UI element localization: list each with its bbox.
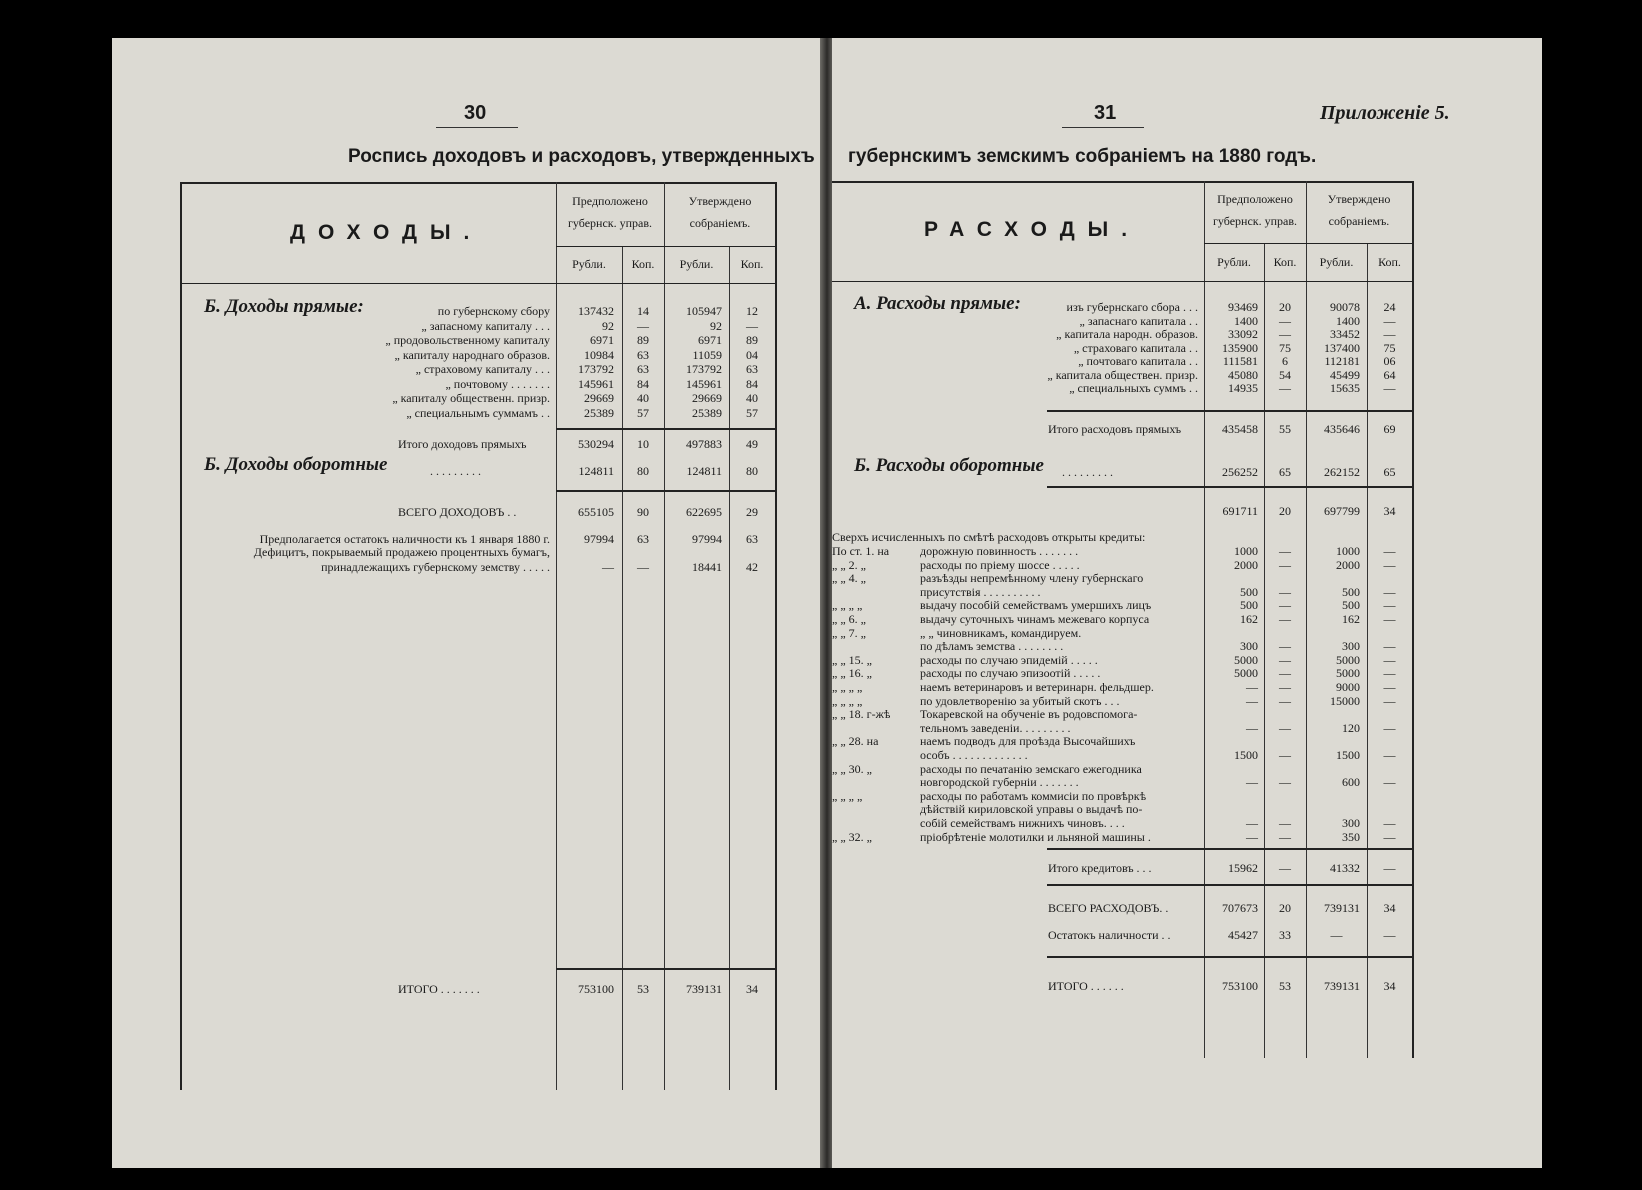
- direct-income-r2: 11059: [692, 347, 722, 362]
- credit-k1: —: [1279, 666, 1291, 681]
- approved-header-line: Утверждено: [688, 194, 752, 208]
- grand-total-label-right: ИТОГО . . . . . .: [1048, 979, 1124, 993]
- credit-k2: —: [1383, 612, 1396, 626]
- direct-expense-label: „ запаснаго капитала . .: [1079, 313, 1198, 328]
- direct-expense-k2: —: [1383, 381, 1396, 395]
- credit-r1: 5000: [1234, 666, 1258, 681]
- direct-expense-r2: 45499: [1330, 367, 1360, 382]
- kop-header: Коп.: [1273, 255, 1297, 269]
- credit-label: тельномъ заведеніи. . . . . . . . .: [920, 720, 1071, 735]
- direct-expense-r1: 1400: [1234, 313, 1258, 328]
- credit-k1: —: [1279, 598, 1291, 613]
- credits-intro: Сверхъ исчисленныхъ по смѣтѣ расходовъ открыты кредиты:: [832, 530, 1146, 544]
- credit-article: „ „ „ „: [832, 788, 863, 803]
- note-text: Дефицитъ, покрываемый продажею процентныхъ бумагъ,: [253, 545, 550, 559]
- credit-k2: —: [1383, 639, 1396, 654]
- header-bottom-border: [832, 281, 1414, 282]
- direct-income-k2: 40: [746, 391, 758, 405]
- left-page: [112, 38, 822, 1168]
- approved-header: [1306, 188, 1412, 232]
- expense-heading: РАСХОДЫ.: [924, 218, 1141, 241]
- credit-k2: —: [1383, 584, 1396, 599]
- credit-k2: —: [1383, 666, 1396, 681]
- credit-k1: —: [1279, 720, 1291, 735]
- proposed-header-line: губернск. управ.: [567, 216, 653, 230]
- direct-expense-k1: —: [1279, 313, 1291, 328]
- direct-income-r1: 6971: [590, 333, 614, 347]
- credit-k1: —: [1279, 680, 1291, 694]
- direct-income-r1: 92: [602, 318, 614, 333]
- credit-r1: 5000: [1234, 652, 1258, 667]
- note-r2: 97994: [692, 532, 722, 546]
- direct-expense-r1: 135900: [1222, 340, 1258, 355]
- rule: [556, 428, 776, 430]
- credit-k1: —: [1279, 775, 1291, 790]
- direct-expense-r2: 33452: [1330, 327, 1360, 341]
- grand-total-r2-left: 739131: [686, 982, 722, 996]
- direct-income-k2: 57: [746, 405, 758, 420]
- rule: [1047, 956, 1414, 958]
- right-page: [832, 38, 1542, 1168]
- direct-income-k1: 40: [637, 391, 649, 405]
- grand-total-k2-right: 34: [1383, 979, 1396, 993]
- credit-r1: —: [1246, 680, 1258, 694]
- credit-label: расходы по печатанію земскаго ежегодника: [920, 761, 1142, 776]
- grand-total-k1-right: 53: [1279, 979, 1291, 993]
- direct-expense-r2: 1400: [1336, 313, 1360, 328]
- note-k2: 63: [746, 532, 758, 546]
- direct-expense-label: „ капитала народн. образов.: [1056, 327, 1198, 341]
- credit-article: „ „ „ „: [832, 598, 863, 613]
- direct-expense-k1: 6: [1282, 354, 1288, 368]
- credit-label: выдачу суточныхъ чинамъ межеваго корпуса: [920, 612, 1150, 626]
- rub-header: Рубли.: [572, 257, 606, 271]
- turnover-r1: 124811: [578, 464, 614, 478]
- credit-label: Токаревской на обученіе въ родовспомога-: [920, 707, 1138, 722]
- credit-r1: 500: [1240, 598, 1258, 613]
- direct-income-r1: 173792: [578, 362, 614, 376]
- credit-label: дорожную повинность . . . . . . .: [920, 544, 1079, 558]
- itogo-direct-exp-k2: 69: [1383, 422, 1396, 436]
- direct-expense-label: „ страховаго капитала . .: [1073, 340, 1198, 355]
- credit-r2: 350: [1342, 829, 1360, 844]
- credit-k1: —: [1279, 544, 1291, 558]
- direct-income-r2: 145961: [686, 376, 722, 391]
- page-title-left: Роспись доходовъ и расходовъ, утвержденныхъ: [348, 146, 815, 167]
- direct-expense-r1: 14935: [1228, 381, 1258, 395]
- rub-header: Рубли.: [1319, 255, 1354, 269]
- credit-label: дѣйствій кириловской управы о выдачѣ по-: [920, 802, 1143, 817]
- direct-income-label: „ специальнымъ суммамъ . .: [406, 405, 550, 420]
- appendix-label: Приложеніе 5.: [1320, 102, 1450, 124]
- section-direct-income: Б. Доходы прямые:: [204, 296, 364, 317]
- direct-expense-k2: 64: [1383, 367, 1396, 382]
- credit-label: выдачу пособій семействамъ умершихъ лицъ: [920, 598, 1152, 613]
- credit-article: „ „ 28. на: [832, 734, 879, 749]
- rule: [556, 968, 776, 970]
- direct-income-r1: 137432: [578, 304, 614, 318]
- direct-expense-r2: 15635: [1330, 381, 1360, 395]
- credit-k2: —: [1383, 816, 1396, 830]
- credit-article: „ „ 6. „: [832, 612, 866, 626]
- direct-income-k1: 57: [637, 405, 649, 420]
- itogo-direct-exp-r1: 435458: [1222, 422, 1258, 436]
- credit-r1: —: [1246, 816, 1258, 830]
- note-k1: —: [637, 560, 649, 574]
- header-divider: [556, 246, 776, 247]
- approved-header: [664, 190, 776, 234]
- direct-expense-k2: —: [1383, 327, 1396, 341]
- total-income-r2: 622695: [686, 505, 722, 519]
- rule: [1047, 486, 1414, 488]
- credit-k2: —: [1383, 748, 1396, 762]
- table-top-border: [180, 182, 776, 184]
- direct-expense-label: „ капитала обществен. призр.: [1047, 367, 1198, 382]
- section-turnover-expense: Б. Расходы оборотные: [854, 455, 1044, 476]
- credit-k2: —: [1383, 693, 1396, 708]
- credit-r1: —: [1246, 829, 1258, 844]
- page-number-right: 31: [1094, 102, 1117, 124]
- direct-income-k1: 14: [637, 304, 649, 318]
- direct-income-k2: —: [746, 318, 758, 333]
- grand-total-k2-left: 34: [746, 982, 758, 996]
- credit-article: „ „ „ „: [832, 693, 863, 708]
- proposed-header: [556, 190, 664, 234]
- remainder-r1: 45427: [1228, 928, 1258, 942]
- turnover-dots: . . . . . . . . .: [430, 464, 481, 478]
- note-text: Предполагается остатокъ наличности къ 1 января 1880 г.: [259, 532, 550, 546]
- direct-expense-r2: 137400: [1324, 340, 1360, 355]
- turnover-k2: 80: [746, 464, 758, 478]
- direct-income-label: „ капиталу общественн. призр.: [392, 391, 550, 405]
- credit-label: расходы по случаю эпизоотій . . . . .: [920, 666, 1101, 681]
- credit-label: пріобрѣтеніе молотилки и льняной машины .: [920, 829, 1151, 844]
- itogo-direct-r1: 530294: [578, 437, 614, 451]
- credit-r2: 300: [1342, 816, 1360, 830]
- credit-article: „ „ „ „: [832, 680, 863, 694]
- total-expense-r1: 707673: [1222, 901, 1258, 915]
- rule: [1047, 410, 1414, 412]
- direct-expense-r2: 90078: [1330, 300, 1360, 314]
- credit-k2: —: [1383, 775, 1396, 790]
- rub-header: Рубли.: [679, 257, 714, 271]
- credit-article: „ „ 15. „: [832, 652, 872, 667]
- direct-expense-r1: 45080: [1228, 367, 1258, 382]
- note-r1: 97994: [584, 532, 614, 546]
- direct-income-label: „ продовольственному капиталу: [385, 333, 550, 347]
- credit-r2: 500: [1342, 584, 1360, 599]
- proposed-header-line: губернск. управ.: [1212, 214, 1298, 228]
- proposed-header: [1204, 188, 1306, 232]
- direct-expense-k1: —: [1279, 381, 1291, 395]
- direct-expense-r1: 111581: [1222, 354, 1258, 368]
- header-divider: [1204, 243, 1414, 244]
- credit-label: расходы по случаю эпидемій . . . . .: [920, 652, 1098, 667]
- direct-expense-r1: 33092: [1228, 327, 1258, 341]
- direct-expense-k1: 20: [1279, 300, 1291, 314]
- credit-k1: —: [1279, 652, 1291, 667]
- approved-header-line: собраніемъ.: [689, 216, 751, 230]
- itogo-credits-r2: 41332: [1330, 861, 1360, 875]
- direct-expense-r2: 112181: [1324, 354, 1360, 368]
- direct-income-label: по губернскому сбору: [437, 304, 550, 318]
- itogo-credits-k2: —: [1383, 861, 1396, 875]
- direct-income-r2: 105947: [686, 304, 722, 318]
- credit-label: „ „ чиновникамъ, командируем.: [920, 625, 1082, 640]
- turnover-exp-r1: 256252: [1222, 465, 1258, 479]
- direct-income-k1: 63: [637, 362, 649, 376]
- page-number-underline: [436, 127, 518, 128]
- credit-article: „ „ 7. „: [832, 625, 866, 640]
- credit-k1: —: [1279, 639, 1291, 654]
- kop-header: Коп.: [740, 257, 764, 271]
- header-bottom-border: [180, 283, 776, 284]
- proposed-header-line: Предположено: [572, 194, 648, 208]
- credit-k2: —: [1383, 652, 1396, 667]
- direct-income-k1: 84: [637, 376, 649, 391]
- credit-label: по удовлетворенію за убитый скотъ . . .: [920, 693, 1120, 708]
- approved-header-line: собраніемъ.: [1328, 214, 1390, 228]
- direct-income-r1: 10984: [584, 347, 614, 362]
- credit-r2: 300: [1342, 639, 1360, 654]
- table-right-border: [1412, 181, 1414, 1058]
- credit-label: наемъ ветеринаровъ и ветеринарн. фельдшер.: [920, 680, 1154, 694]
- itogo-credits-k1: —: [1279, 861, 1291, 875]
- credit-article: „ „ 16. „: [832, 666, 872, 681]
- credit-r1: 2000: [1234, 557, 1258, 572]
- direct-income-r2: 92: [710, 318, 722, 333]
- proposed-header-line: Предположено: [1217, 192, 1293, 206]
- total-income-label: ВСЕГО ДОХОДОВЪ . .: [398, 505, 517, 519]
- direct-income-k2: 63: [746, 362, 758, 376]
- credit-k2: —: [1383, 680, 1396, 694]
- credit-r1: 500: [1240, 584, 1258, 599]
- note-k2: 42: [746, 560, 758, 574]
- credit-k1: —: [1279, 829, 1291, 844]
- remainder-label: Остатокъ наличности . .: [1048, 928, 1171, 942]
- credit-r1: —: [1246, 720, 1258, 735]
- credit-label: особъ . . . . . . . . . . . . .: [920, 748, 1028, 762]
- credit-r2: 120: [1342, 720, 1360, 735]
- itogo-credits-r1: 15962: [1228, 861, 1258, 875]
- direct-income-r2: 173792: [686, 362, 722, 376]
- itogo-direct-label: Итого доходовъ прямыхъ: [398, 437, 527, 451]
- itogo-direct-k2: 49: [746, 437, 758, 451]
- credit-label: присутствія . . . . . . . . . .: [920, 584, 1041, 599]
- direct-income-k1: —: [637, 318, 649, 333]
- credit-article: По ст. 1. на: [832, 544, 890, 558]
- credit-k2: —: [1383, 544, 1396, 558]
- credit-k2: —: [1383, 720, 1396, 735]
- direct-expense-k2: —: [1383, 313, 1396, 328]
- page-number-underline: [1062, 127, 1144, 128]
- credit-k1: —: [1279, 748, 1291, 762]
- credit-article: „ „ 4. „: [832, 571, 866, 586]
- note-r2: 18441: [692, 560, 722, 574]
- direct-expense-k2: 24: [1383, 300, 1396, 314]
- direct-expense-label: „ почтоваго капитала . .: [1078, 354, 1198, 368]
- subtotal-k1: 20: [1279, 504, 1291, 518]
- section-direct-expense: А. Расходы прямые:: [854, 293, 1021, 314]
- credit-r2: 15000: [1330, 693, 1360, 708]
- credit-label: собій семействамъ нижнихъ чиновъ. . . .: [920, 816, 1125, 830]
- credit-r1: —: [1246, 775, 1258, 790]
- note-r1: —: [602, 560, 614, 574]
- direct-expense-k2: 75: [1383, 340, 1396, 355]
- note-text: принадлежащихъ губернскому земству . . . . .: [321, 560, 550, 574]
- direct-income-r1: 25389: [584, 405, 614, 420]
- direct-income-k2: 84: [746, 376, 758, 391]
- note-k1: 63: [637, 532, 649, 546]
- credit-k1: —: [1279, 557, 1291, 572]
- credit-r2: 1000: [1336, 544, 1360, 558]
- itogo-direct-exp-label: Итого расходовъ прямыхъ: [1048, 422, 1182, 436]
- direct-expense-label: „ специальныхъ суммъ . .: [1069, 381, 1198, 395]
- total-expense-k1: 20: [1279, 901, 1291, 915]
- credit-r1: —: [1246, 693, 1258, 708]
- credit-article: „ „ 18. г-жѣ: [832, 707, 891, 722]
- credit-r1: 1500: [1234, 748, 1258, 762]
- direct-income-label: „ почтовому . . . . . . .: [445, 376, 550, 391]
- itogo-direct-k1: 10: [637, 437, 649, 451]
- table-right-border: [775, 182, 777, 1090]
- direct-income-r2: 29669: [692, 391, 722, 405]
- direct-income-r1: 145961: [578, 376, 614, 391]
- total-expense-r2: 739131: [1324, 901, 1360, 915]
- credit-article: „ „ 2. „: [832, 557, 866, 572]
- credit-r2: 162: [1342, 612, 1360, 626]
- subtotal-k2: 34: [1383, 504, 1396, 518]
- direct-income-r2: 25389: [692, 405, 722, 420]
- credit-label: разъѣзды непремѣнному члену губернскаго: [920, 571, 1144, 586]
- turnover-exp-k1: 65: [1279, 465, 1291, 479]
- table-left-border: [180, 182, 182, 1090]
- grand-total-r1-left: 753100: [578, 982, 614, 996]
- direct-income-k2: 89: [746, 333, 758, 347]
- grand-total-r2-right: 739131: [1324, 979, 1360, 993]
- credit-label: расходы по пріему шоссе . . . . .: [920, 557, 1080, 572]
- section-turnover-income: Б. Доходы оборотные: [204, 454, 388, 475]
- direct-expense-label: изъ губернскаго сбора . . .: [1066, 300, 1198, 314]
- grand-total-k1-left: 53: [637, 982, 649, 996]
- rub-header: Рубли.: [1217, 255, 1251, 269]
- direct-expense-k1: 54: [1279, 367, 1291, 382]
- direct-income-label: „ капиталу народнаго образов.: [394, 347, 550, 362]
- subtotal-r2: 697799: [1324, 504, 1360, 518]
- income-heading: ДОХОДЫ.: [290, 221, 483, 244]
- direct-income-k1: 89: [637, 333, 649, 347]
- credit-r2: 5000: [1336, 666, 1360, 681]
- credit-k1: —: [1279, 612, 1291, 626]
- direct-income-label: „ страховому капиталу . . .: [415, 362, 550, 376]
- credit-r2: 600: [1342, 775, 1360, 790]
- table-top-border: [832, 181, 1414, 183]
- remainder-k2: —: [1383, 928, 1396, 942]
- direct-income-k2: 04: [746, 347, 758, 362]
- kop-header: Коп.: [631, 257, 655, 271]
- credit-k2: —: [1383, 598, 1396, 613]
- grand-total-label-left: ИТОГО . . . . . . .: [398, 982, 480, 996]
- turnover-r2: 124811: [686, 464, 722, 478]
- credit-k1: —: [1279, 816, 1291, 830]
- credit-r2: 2000: [1336, 557, 1360, 572]
- credit-r1: 1000: [1234, 544, 1258, 558]
- itogo-direct-exp-r2: 435646: [1324, 422, 1360, 436]
- itogo-direct-exp-k1: 55: [1279, 422, 1291, 436]
- turnover-exp-r2: 262152: [1324, 465, 1360, 479]
- direct-expense-k1: —: [1279, 327, 1291, 341]
- turnover-k1: 80: [637, 464, 649, 478]
- credit-article: „ „ 30. „: [832, 761, 872, 776]
- direct-expense-k2: 06: [1383, 354, 1396, 368]
- rule: [1047, 848, 1414, 850]
- subtotal-r1: 691711: [1222, 504, 1258, 518]
- direct-income-k2: 12: [746, 304, 758, 318]
- direct-income-r2: 6971: [698, 333, 722, 347]
- credit-label: по дѣламъ земства . . . . . . . .: [920, 639, 1064, 654]
- direct-income-k1: 63: [637, 347, 649, 362]
- total-expense-k2: 34: [1383, 901, 1396, 915]
- kop-header: Коп.: [1378, 255, 1401, 269]
- approved-header-line: Утверждено: [1327, 192, 1391, 206]
- credit-k2: —: [1383, 829, 1396, 844]
- credit-r2: 9000: [1336, 680, 1360, 694]
- total-expense-label: ВСЕГО РАСХОДОВЪ. .: [1048, 901, 1169, 915]
- grand-total-r1-right: 753100: [1222, 979, 1258, 993]
- itogo-direct-r2: 497883: [686, 437, 722, 451]
- page-title-right: губернскимъ земскимъ собраніемъ на 1880 годъ.: [848, 146, 1317, 167]
- credit-r1: 300: [1240, 639, 1258, 654]
- credit-article: „ „ 32. „: [832, 829, 872, 844]
- credit-label: новгородской губерніи . . . . . . .: [920, 775, 1079, 790]
- credit-k1: —: [1279, 693, 1291, 708]
- credit-r2: 500: [1342, 598, 1360, 613]
- direct-income-r1: 29669: [584, 391, 614, 405]
- turnover-exp-dots: . . . . . . . . .: [1062, 465, 1113, 479]
- rule: [1047, 884, 1414, 886]
- remainder-k1: 33: [1279, 928, 1291, 942]
- credit-label: расходы по работамъ коммисіи по провѣркѣ: [920, 788, 1147, 803]
- itogo-credits-label: Итого кредитовъ . . .: [1048, 861, 1152, 875]
- total-income-r1: 655105: [578, 505, 614, 519]
- credit-r2: 5000: [1336, 652, 1360, 667]
- total-income-k1: 90: [637, 505, 649, 519]
- remainder-r2: —: [1330, 928, 1343, 942]
- page-number-left: 30: [464, 102, 487, 124]
- direct-expense-r1: 93469: [1228, 300, 1258, 314]
- credit-k1: —: [1279, 584, 1291, 599]
- rule: [556, 490, 776, 492]
- credit-r1: 162: [1240, 612, 1258, 626]
- credit-label: наемъ подводъ для проѣзда Высочайшихъ: [920, 734, 1136, 749]
- direct-income-label: „ запасному капиталу . . .: [421, 318, 550, 333]
- total-income-k2: 29: [746, 505, 758, 519]
- turnover-exp-k2: 65: [1383, 465, 1396, 479]
- direct-expense-k1: 75: [1279, 340, 1291, 355]
- credit-r2: 1500: [1336, 748, 1360, 762]
- credit-k2: —: [1383, 557, 1396, 572]
